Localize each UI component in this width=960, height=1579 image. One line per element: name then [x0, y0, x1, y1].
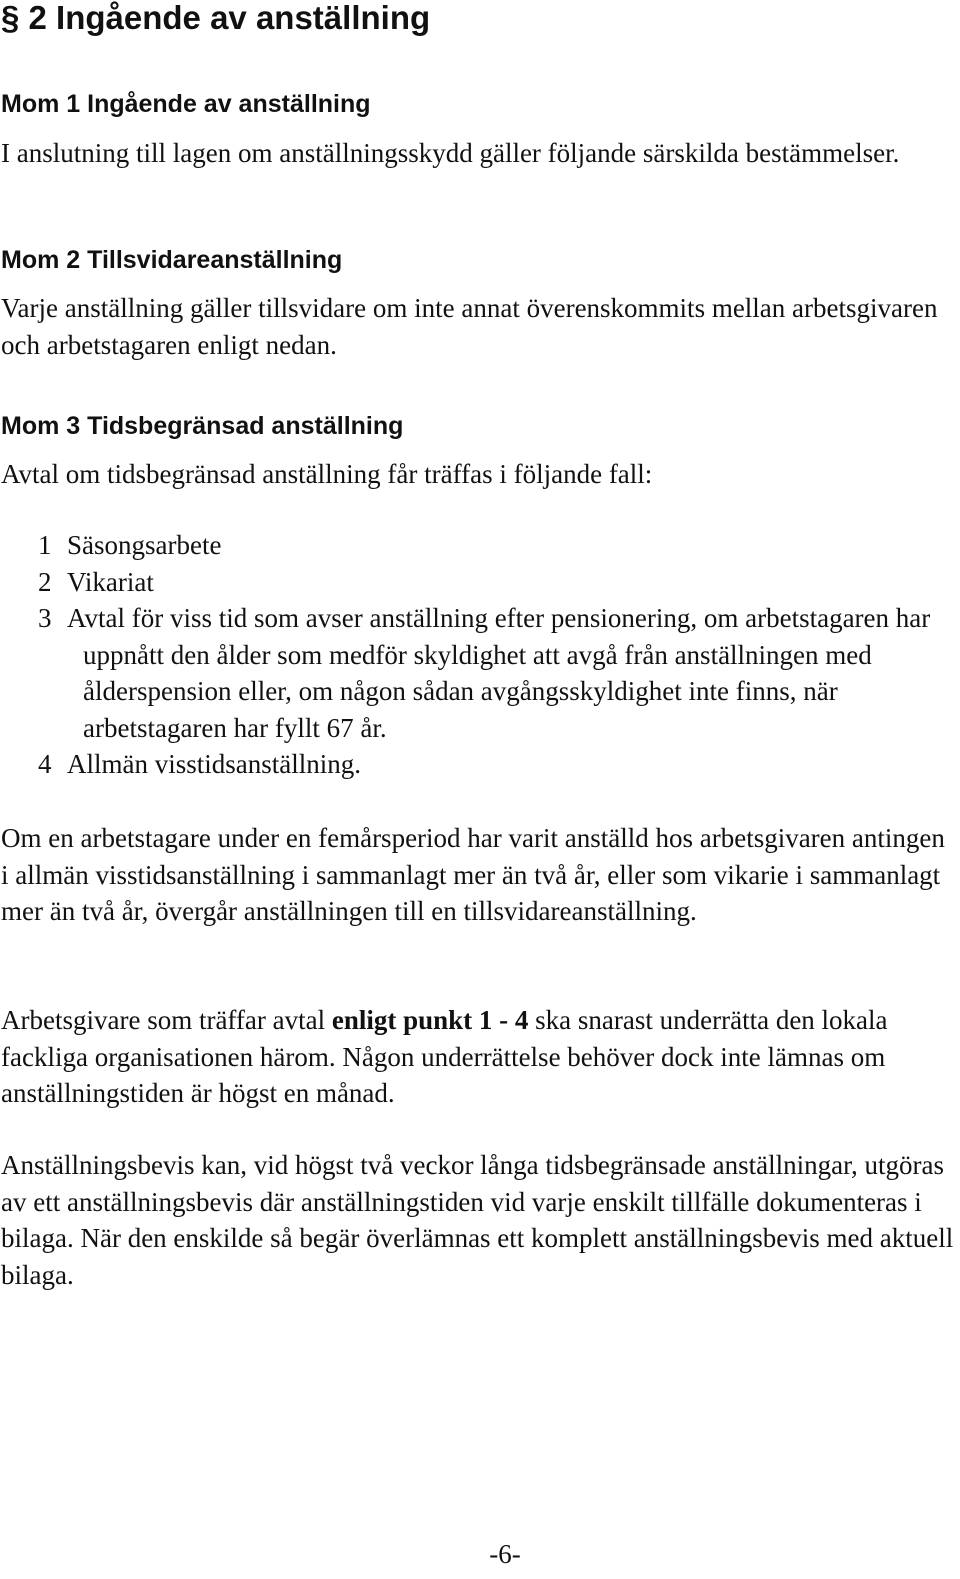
- list-item-number: 2: [38, 566, 52, 597]
- certificate-paragraph: Anställningsbevis kan, vid högst två veckor långa tidsbegränsade anställningar, utgöras av ett anställningsbevis där anställningstiden vid varje enskilt tillfälle dokumenteras i bilaga. När den enskilde så begär överlämnas ett komplett anställningsbevis med aktuell bilaga.: [1, 1150, 954, 1290]
- notice-paragraph: [1, 1002, 956, 1112]
- mom1-text: I anslutning till lagen om anställningsskydd gäller följande särskilda bestämmelser.: [1, 138, 900, 168]
- list-item-text: Allmän visstidsanställning.: [67, 749, 361, 779]
- mom2-heading: Mom 2 Tillsvidareanställning: [1, 246, 343, 274]
- list-item-number: 1: [38, 530, 52, 560]
- mom3-heading: Mom 3 Tidsbegränsad anställning: [1, 412, 404, 440]
- page-number: -6-: [489, 1539, 521, 1569]
- list-item: [38, 527, 953, 564]
- list-item-text: Säsongsarbete: [67, 530, 222, 560]
- section-title: § 2 Ingående av anställning: [1, 0, 431, 36]
- notice-text-after: ska snarast underrätta den lokala fackliga organisationen härom. Någon underrättelse behöver dock inte lämnas om anställningstiden är högst en månad.: [1, 1005, 888, 1108]
- notice-emphasis: enligt punkt 1 - 4: [331, 1005, 529, 1035]
- list-item-text: Vikariat: [67, 566, 154, 597]
- conversion-paragraph: Om en arbetstagare under en femårsperiod har varit anställd hos arbetsgivaren antingen i allmän visstidsanställning i sammanlagt mer än två år, eller som vikarie i sammanlagt mer än två år, övergår anställningen till en tillsvidareanställning.: [1, 823, 945, 926]
- list-item: [38, 746, 953, 783]
- notice-text-before: Arbetsgivare som träffar avtal: [1, 1005, 332, 1035]
- list-item-number: 3: [38, 603, 52, 633]
- list-item: [38, 564, 953, 601]
- list-item-number: 4: [38, 749, 52, 779]
- list-item-text: Avtal för viss tid som avser anställning efter pensionering, om arbetstagaren har uppnått den ålder som medför skyldighet att avgå från anställningen med ålderspension eller, om någon sådan avgångsskyldighet inte finns, när arbetstagaren har fyllt 67 år.: [67, 603, 931, 743]
- mom2-text: Varje anställning gäller tillsvidare om inte annat överenskommits mellan arbetsgivaren och arbetstagaren enligt nedan.: [1, 293, 938, 360]
- mom1-heading: Mom 1 Ingående av anställning: [1, 90, 371, 118]
- mom3-intro: Avtal om tidsbegränsad anställning får träffas i följande fall:: [1, 459, 653, 489]
- employment-cases-list: [38, 527, 953, 783]
- list-item: [38, 600, 953, 746]
